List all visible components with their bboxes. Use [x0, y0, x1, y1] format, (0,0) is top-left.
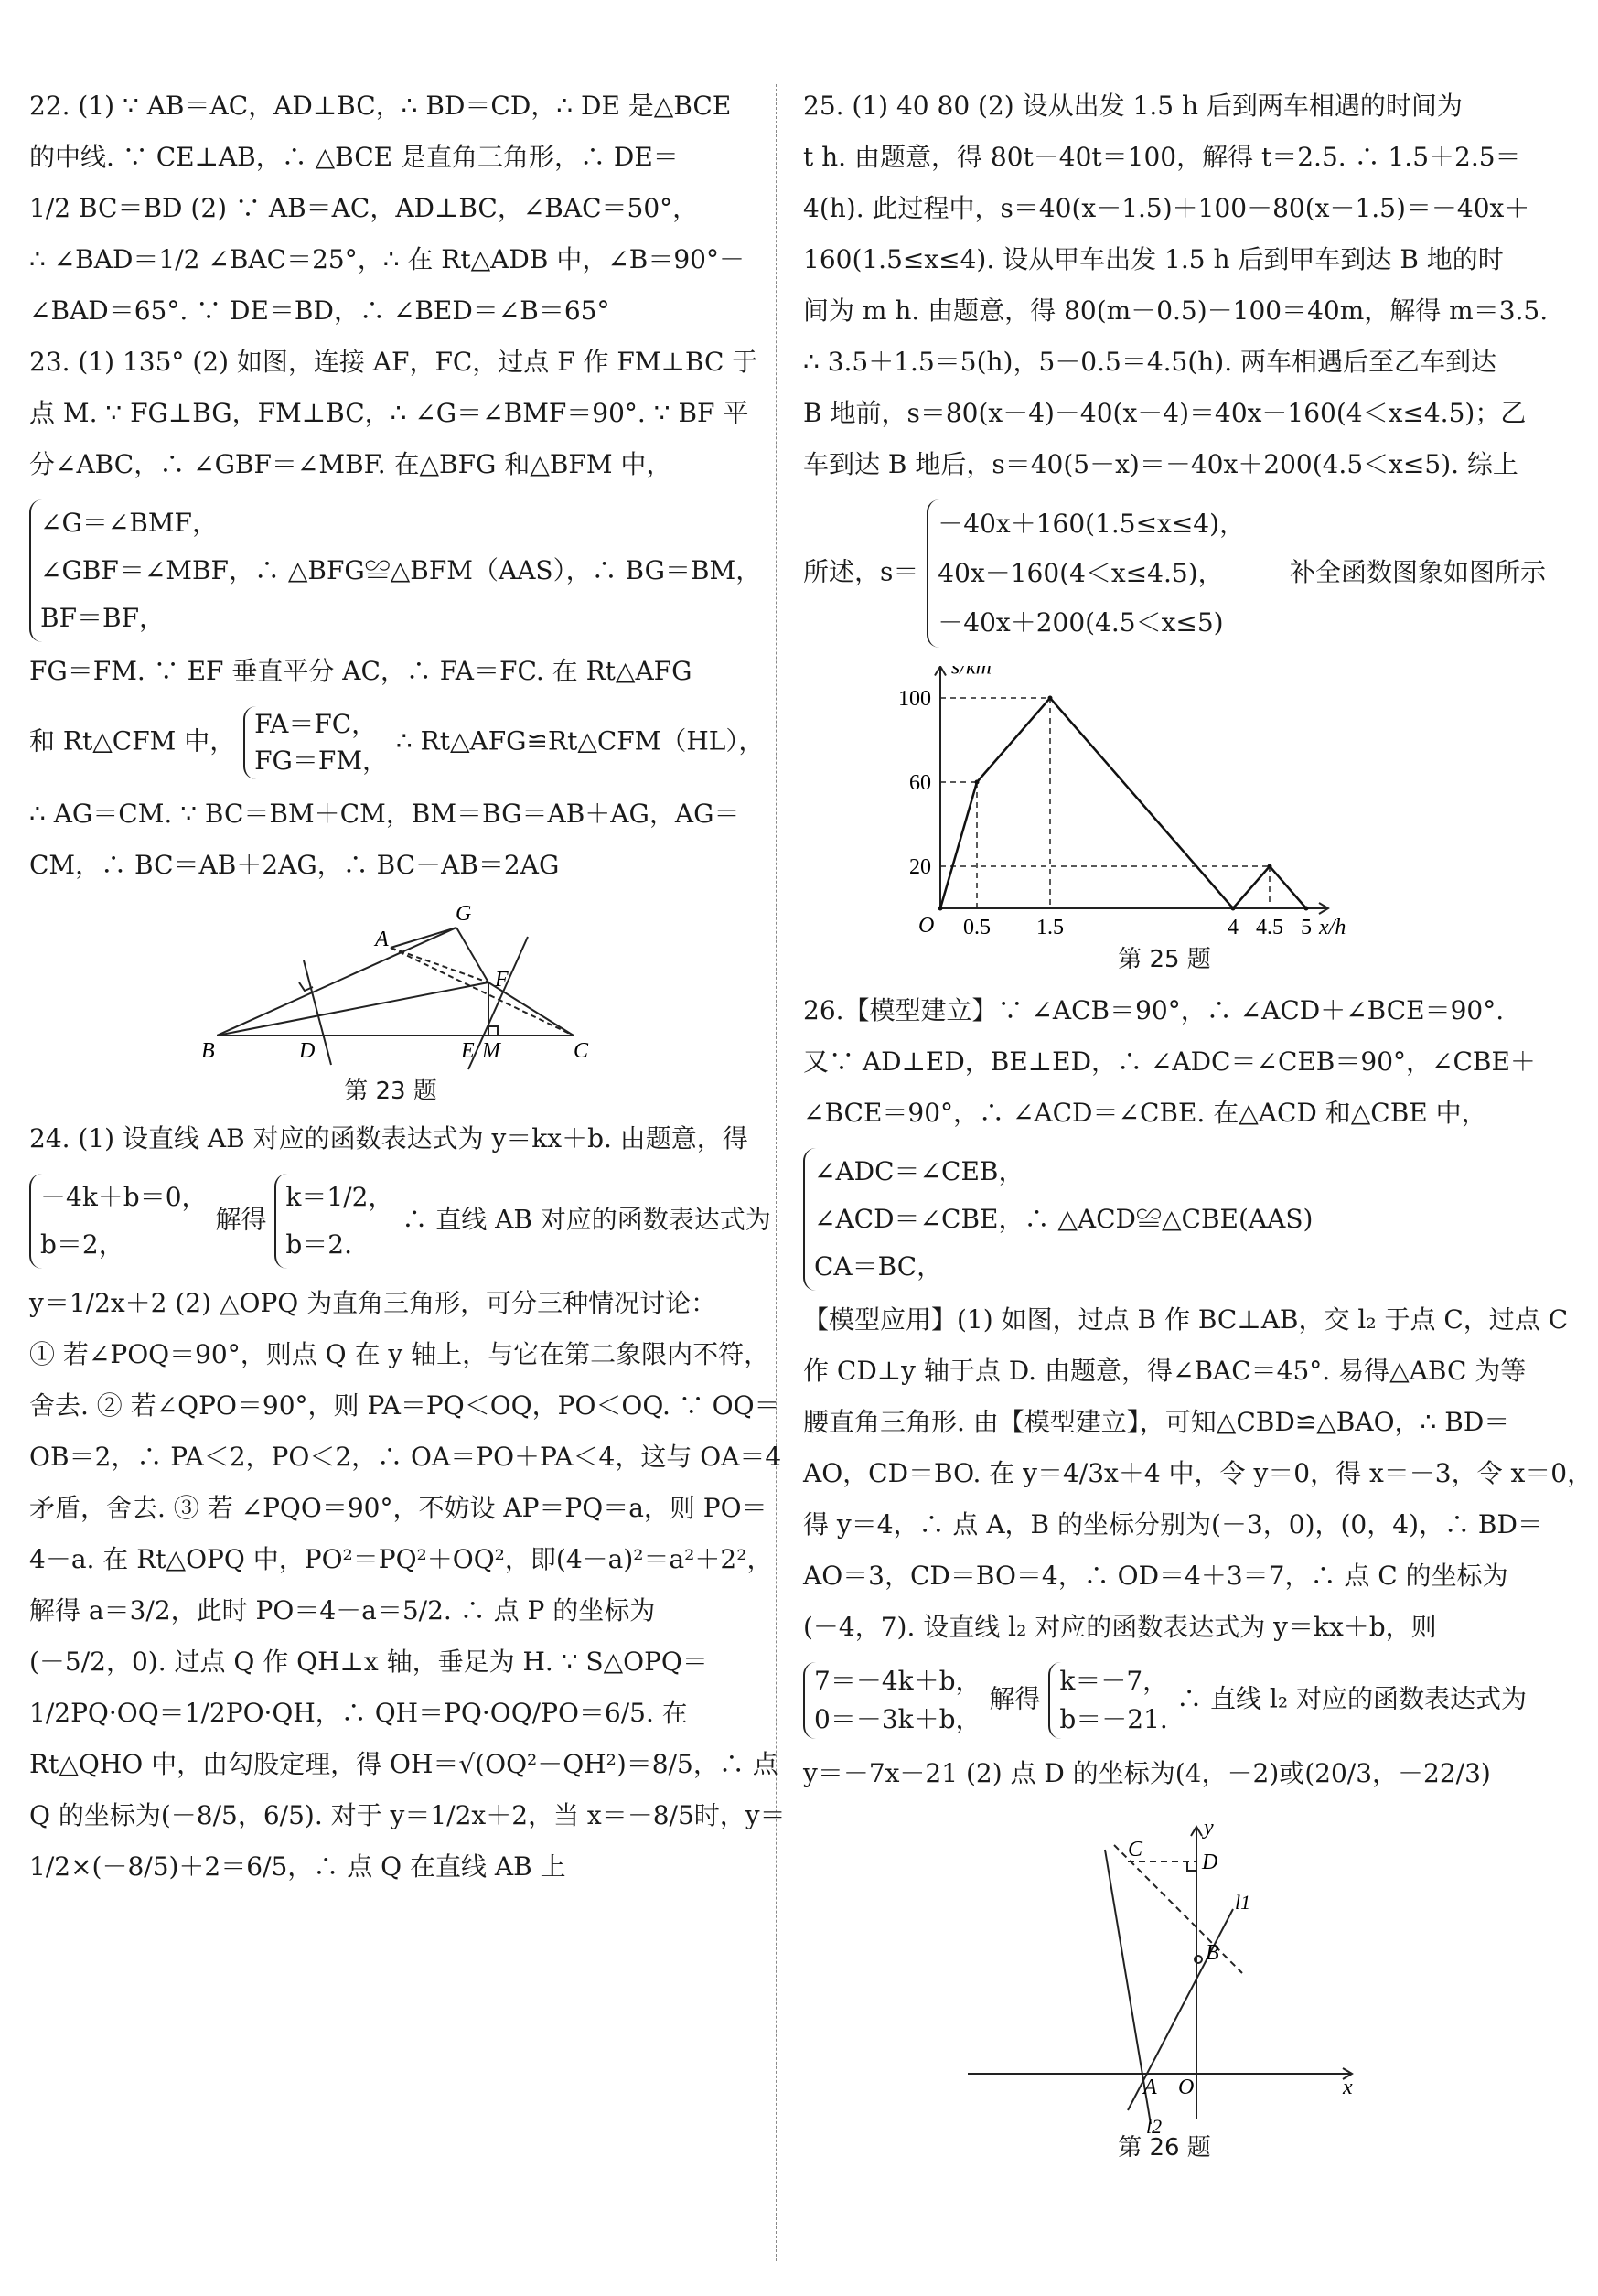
fig26-label-x: x [1343, 2076, 1353, 2099]
p25-system-row [803, 499, 1546, 648]
p26-line-7: AO，CD＝BO. 在 y＝4/3x＋4 中，令 y＝0，得 x＝－3，令 x＝0， [803, 1458, 1593, 1488]
x-tick-label-1: 1.5 [1036, 916, 1064, 939]
p25-sys-line-1: －40x＋160(1.5≤x≤4)， [938, 509, 1246, 539]
p26-after-system: ∴ 直线 l₂ 对应的函数表达式为 [1176, 1683, 1527, 1714]
p23-sys2-line-1: FA＝FC， [254, 709, 378, 739]
fig26-label-d: D [1202, 1851, 1218, 1874]
line-ac [391, 948, 574, 1035]
p26-sys-line-5: 0＝－3k＋b， [814, 1704, 981, 1734]
p25-system [927, 499, 1245, 648]
figure-23-caption: 第 23 题 [344, 1078, 437, 1105]
p24-line-12: Q 的坐标为(－8/5，6/5). 对于 y＝1/2x＋2，当 x＝－8/5时，y＝ [29, 1800, 786, 1830]
p25-line-4: 160(1.5≤x≤4). 设从甲车出发 1.5 h 后到甲车到达 B 地的时 [803, 244, 1504, 274]
p25-sys-line-3: －40x＋200(4.5＜x≤5) [938, 607, 1224, 638]
figure-23-diagram [29, 900, 752, 1074]
p23-system-2 [243, 706, 388, 779]
p26-sys-line-2: ∠ACD＝∠CBE，∴ △ACD≌△CBE(AAS) [814, 1204, 1314, 1234]
fig26-label-l2: l2 [1146, 2115, 1163, 2138]
fig23-label-g: G [456, 902, 472, 926]
p25-line-2: t h. 由题意，得 80t－40t＝100，解得 t＝2.5. ∴ 1.5＋2.5＝ [803, 142, 1521, 172]
p26-line-5: 作 CD⊥y 轴于点 D. 由题意，得∠BAC＝45°. 易得△ABC 为等 [803, 1356, 1527, 1386]
right-angle-mark-2 [488, 1026, 498, 1035]
p24-line-3: ① 若∠POQ＝90°，则点 Q 在 y 轴上，与它在第二象限内不符， [29, 1339, 770, 1369]
p23-sys-line-2: ∠GBF＝∠MBF，∴ △BFG≌△BFM（AAS），∴ BG＝BM， [40, 555, 762, 585]
p24-line-13: 1/2×(－8/5)＋2＝6/5，∴ 点 Q 在直线 AB 上 [29, 1851, 566, 1882]
p25-line-3: 4(h). 此过程中，s＝40(x－1.5)＋100－80(x－1.5)＝－40x＋ [803, 193, 1530, 223]
p24-sys-line-1: －4k＋b＝0， [40, 1182, 208, 1212]
p26-line-1: 26.【模型建立】∵ ∠ACB＝90°，∴ ∠ACD＋∠BCE＝90°. [803, 995, 1505, 1025]
line-gf [456, 928, 488, 982]
x-tick-label-4: 5 [1301, 916, 1312, 939]
p23-line-2: 点 M. ∵ FG⊥BG，FM⊥BC，∴ ∠G＝∠BMF＝90°. ∵ BF 平 [29, 398, 749, 428]
right-angle-mark-d [1187, 1861, 1196, 1871]
p24-sys-line-2: b＝2， [40, 1229, 124, 1260]
p23-line-6: ∴ AG＝CM. ∵ BC＝BM＋CM，BM＝BG＝AB＋AG，AG＝ [29, 799, 740, 829]
x-tick-label-0: 0.5 [963, 916, 991, 939]
p23-sys-line-3: BF＝BF， [40, 603, 166, 633]
y-tick-label-20: 20 [909, 855, 931, 879]
data-point-1 [975, 780, 980, 785]
p25-line-1: 25. (1) 40 80 (2) 设从出发 1.5 h 后到两车相遇的时间为 [803, 91, 1463, 121]
p23-sys-line-1: ∠G＝∠BMF， [40, 508, 218, 538]
p23-line-5 [29, 706, 765, 779]
fig26-label-l1: l1 [1235, 1891, 1251, 1914]
fig26-label-b: B [1206, 1941, 1219, 1965]
fig26-label-y: y [1204, 1816, 1214, 1840]
fig23-label-a: A [375, 928, 389, 951]
p23-line-3: 分∠ABC，∴ ∠GBF＝∠MBF. 在△BFG 和△BFM 中， [29, 449, 672, 479]
p26-system-row [803, 1662, 1526, 1739]
data-point-5 [1304, 907, 1309, 911]
p24-line-9: (－5/2，0). 过点 Q 作 QH⊥x 轴，垂足为 H. ∵ S△OPQ＝ [29, 1647, 708, 1677]
p25-pre: 所述，s＝ [803, 556, 919, 587]
x-tick-label-3: 4.5 [1256, 916, 1283, 939]
data-point-0 [938, 907, 943, 911]
fig23-label-f: F [495, 968, 509, 992]
p26-solve-word: 解得 [989, 1683, 1041, 1714]
p24-after-system: ∴ 直线 AB 对应的函数表达式为 [402, 1204, 771, 1235]
p26-line-9: AO＝3，CD＝BO＝4，∴ OD＝4＋3＝7，∴ 点 C 的坐标为 [803, 1561, 1508, 1591]
p24-line-8: 解得 a＝3/2，此时 PO＝4－a＝5/2. ∴ 点 P 的坐标为 [29, 1595, 656, 1625]
fig26-label-o: O [1178, 2076, 1195, 2099]
figure-25 [803, 666, 1526, 974]
fig23-label-b: B [201, 1039, 215, 1063]
p24-line-7: 4－a. 在 Rt△OPQ 中，PO²＝PQ²＋OQ²，即(4－a)²＝a²＋2²， [29, 1544, 773, 1574]
p26-system-3 [1048, 1662, 1168, 1739]
p26-sys-line-7: b＝－21. [1059, 1704, 1168, 1734]
figure-26-caption: 第 26 题 [1118, 2134, 1211, 2162]
problem-24 [29, 1122, 786, 1883]
p24-line-10: 1/2PQ·OQ＝1/2PO·QH，∴ QH＝PQ·OQ/PO＝6/5. 在 [29, 1698, 688, 1728]
p23-system-1 [29, 499, 761, 642]
p23-line-7: CM，∴ BC＝AB＋2AG，∴ BC－AB＝2AG [29, 850, 560, 880]
origin-label: O [918, 914, 935, 938]
fig23-label-e: E [461, 1039, 475, 1063]
p22-line-2: 的中线. ∵ CE⊥AB，∴ △BCE 是直角三角形，∴ DE＝ [29, 142, 679, 172]
p26-line-6: 腰直角三角形. 由【模型建立】，可知△CBD≌△BAO，∴ BD＝ [803, 1407, 1510, 1437]
line-bg [217, 928, 456, 1035]
figure-26-diagram [803, 1808, 1526, 2138]
line-bf [217, 982, 488, 1035]
left-column [29, 90, 786, 1902]
p25-sys-line-2: 40x－160(4＜x≤4.5)， [938, 558, 1224, 588]
y-axis-label: s/km [951, 666, 992, 680]
fig23-label-c: C [574, 1039, 589, 1063]
p26-line-11: y＝－7x－21 (2) 点 D 的坐标为(4，－2)或(20/3，－22/3) [803, 1758, 1491, 1788]
p26-sys-line-4: 7＝－4k＋b， [814, 1666, 981, 1696]
data-point-4 [1268, 864, 1272, 869]
fig23-label-m: M [482, 1039, 500, 1063]
problem-26 [803, 994, 1593, 2162]
fig26-label-a: A [1143, 2076, 1157, 2099]
y-tick-label-60: 60 [909, 771, 931, 795]
line-cb [1114, 1845, 1242, 1973]
figure-25-chart [803, 666, 1526, 940]
fig26-label-c: C [1128, 1838, 1143, 1861]
p24-system-2 [274, 1174, 393, 1269]
problem-22 [29, 90, 752, 327]
p23-line-4: FG＝FM. ∵ EF 垂直平分 AC，∴ FA＝FC. 在 Rt△AFG [29, 656, 692, 686]
p24-system-1 [29, 1174, 208, 1269]
problem-23 [29, 346, 765, 1106]
p25-line-7: B 地前，s＝80(x－4)－40(x－4)＝40x－160(4＜x≤4.5)；乙 [803, 398, 1527, 428]
p26-sys-line-6: k＝－7， [1059, 1666, 1169, 1696]
p26-line-4: 【模型应用】(1) 如图，过点 B 作 BC⊥AB，交 l₂ 于点 C，过点 C [803, 1304, 1569, 1335]
data-point-3 [1231, 907, 1236, 911]
p25-line-8: 车到达 B 地后，s＝40(5－x)＝－40x＋200(4.5＜x≤5). 综上 [803, 449, 1518, 479]
series-line [940, 698, 1306, 908]
p25-line-6: ∴ 3.5＋1.5＝5(h)，5－0.5＝4.5(h). 两车相遇后至乙车到达 [803, 347, 1497, 377]
p26-line-10: (－4，7). 设直线 l₂ 对应的函数表达式为 y＝kx＋b，则 [803, 1612, 1437, 1642]
data-point-2 [1048, 696, 1053, 701]
p22-line-5: ∠BAD＝65°. ∵ DE＝BD，∴ ∠BED＝∠B＝65° [29, 295, 610, 326]
x-tick-label-2: 4 [1228, 916, 1239, 939]
p24-line-5: OB＝2，∴ PA＜2，PO＜2，∴ OA＝PO＋PA＜4，这与 OA＝4 [29, 1442, 782, 1472]
p26-line-2: 又∵ AD⊥ED，BE⊥ED，∴ ∠ADC＝∠CEB＝90°，∠CBE＋ [803, 1046, 1536, 1077]
figure-25-caption: 第 25 题 [1118, 946, 1211, 973]
p22-line-1: 22. (1) ∵ AB＝AC，AD⊥BC，∴ BD＝CD，∴ DE 是△BCE [29, 91, 732, 121]
p24-line-2: y＝1/2x＋2 (2) △OPQ 为直角三角形，可分三种情况讨论： [29, 1288, 717, 1318]
line-ag [391, 928, 456, 948]
p24-solve-word: 解得 [215, 1204, 267, 1235]
p25-line-5: 间为 m h. 由题意，得 80(m－0.5)－100＝40m，解得 m＝3.5. [803, 295, 1549, 326]
y-tick-label-100: 100 [898, 687, 931, 711]
p26-line-3: ∠BCE＝90°，∴ ∠ACD＝∠CBE. 在△ACD 和△CBE 中， [803, 1098, 1487, 1128]
p24-line-11: Rt△QHO 中，由勾股定理，得 OH＝√(OQ²－QH²)＝8/5，∴ 点 [29, 1749, 778, 1779]
p24-line-4: 舍去. ② 若∠QPO＝90°，则 PA＝PQ＜OQ，PO＜OQ. ∵ OQ＝ [29, 1390, 780, 1421]
p26-sys-line-3: CA＝BC， [814, 1251, 943, 1282]
right-column [803, 90, 1593, 2179]
p24-sys-line-3: k＝1/2， [285, 1182, 394, 1212]
fig23-label-d: D [299, 1039, 316, 1063]
p24-line-1: 24. (1) 设直线 AB 对应的函数表达式为 y＝kx＋b. 由题意，得 [29, 1123, 748, 1153]
p26-line-8: 得 y＝4，∴ 点 A，B 的坐标分别为(－3，0)，(0，4)，∴ BD＝ [803, 1509, 1543, 1540]
p22-line-3: 1/2 BC＝BD (2) ∵ AB＝AC，AD⊥BC，∠BAC＝50°， [29, 193, 699, 223]
p23-line-1: 23. (1) 135° (2) 如图，连接 AF，FC，过点 F 作 FM⊥BC 于 [29, 347, 758, 377]
p26-system-1 [803, 1148, 1313, 1291]
p22-line-4: ∴ ∠BAD＝1/2 ∠BAC＝25°，∴ 在 Rt△ADB 中，∠B＝90°－ [29, 244, 745, 274]
p24-sys-line-4: b＝2. [285, 1229, 352, 1260]
line-af [391, 948, 488, 982]
p24-line-6: 矛盾，舍去. ③ 若 ∠PQO＝90°，不妨设 AP＝PQ＝a，则 PO＝ [29, 1493, 767, 1523]
p23-line-5a: 和 Rt△CFM 中， [29, 725, 236, 756]
p24-system-row [29, 1174, 771, 1269]
figure-23 [29, 900, 752, 1106]
p23-line-5b: ∴ Rt△AFG≌Rt△CFM（HL）， [395, 725, 765, 756]
x-axis-label: x/h [1319, 916, 1346, 939]
p23-sys2-line-2: FG＝FM， [254, 746, 389, 776]
p26-system-2 [803, 1662, 981, 1739]
problem-25 [803, 90, 1549, 974]
figure-26 [803, 1808, 1526, 2162]
p26-sys-line-1: ∠ADC＝∠CEB， [814, 1156, 1024, 1186]
column-divider [776, 84, 777, 2261]
p25-post: 补全函数图象如图所示 [1289, 556, 1546, 587]
